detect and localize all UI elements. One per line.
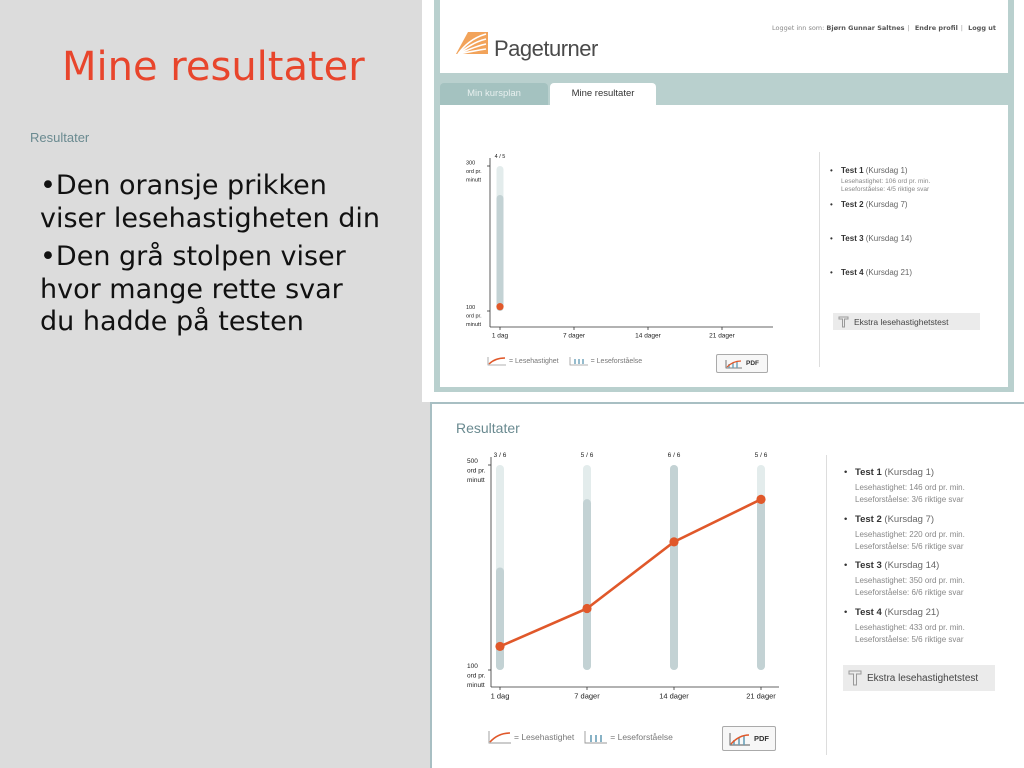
edit-profile-link[interactable]: Endre profil bbox=[914, 24, 958, 32]
y-bottom-label: ord pr. bbox=[467, 672, 486, 680]
speed-point bbox=[669, 537, 678, 546]
score-label: 4 / 5 bbox=[494, 154, 506, 160]
speed-point bbox=[495, 642, 504, 651]
speed-line bbox=[500, 499, 761, 646]
test-comprehension: Leseforståelse: 4/5 riktige svar bbox=[841, 186, 930, 193]
pdf-label: PDF bbox=[754, 734, 769, 743]
slide-bullets bbox=[40, 170, 385, 345]
divider bbox=[819, 152, 820, 367]
x-tick-label: 21 dager bbox=[709, 332, 735, 340]
speed-point bbox=[582, 604, 591, 613]
test-day: (Kursdag 21) bbox=[884, 606, 940, 618]
extra-speed-test-label: Ekstra lesehastighetstest bbox=[854, 316, 949, 327]
test-item-1[interactable] bbox=[844, 467, 965, 514]
test-day: (Kursdag 21) bbox=[865, 268, 913, 277]
test-item-4[interactable] bbox=[844, 607, 965, 654]
pdf-chart-icon bbox=[729, 732, 751, 746]
results-chart-bottom bbox=[455, 445, 795, 710]
speed-point bbox=[756, 495, 765, 504]
extra-speed-test-label: Ekstra lesehastighetstest bbox=[867, 672, 979, 684]
test-day: (Kursdag 14) bbox=[884, 560, 940, 571]
logged-in-label: Logget inn som: bbox=[771, 24, 825, 32]
y-bottom-label: ord pr. bbox=[466, 313, 482, 320]
user-name: Bjørn Gunnar Saltnes bbox=[826, 24, 905, 32]
y-top-label: minutt bbox=[466, 177, 481, 184]
chart-axes bbox=[487, 158, 773, 330]
tab-mine-resultater[interactable]: Mine resultater bbox=[550, 83, 656, 105]
results-title: Resultater bbox=[456, 420, 520, 436]
test-name: Test 1 bbox=[855, 467, 882, 478]
x-tick-label: 14 dager bbox=[635, 332, 661, 340]
extra-speed-test-button[interactable] bbox=[843, 665, 995, 691]
bullet-1: •Den oransje prikken viser lesehastigheten din bbox=[40, 170, 380, 234]
comprehension-bar bbox=[670, 465, 678, 670]
y-top-label: minutt bbox=[467, 477, 485, 485]
speed-point bbox=[496, 303, 503, 310]
pdf-chart-icon bbox=[725, 359, 743, 369]
t-icon bbox=[848, 670, 862, 686]
y-top-label: 500 bbox=[467, 458, 478, 466]
comprehension-legend-icon bbox=[584, 730, 608, 744]
results-chart-top bbox=[455, 148, 785, 348]
chart-legend bbox=[487, 356, 652, 366]
slide-title: Mine resultater bbox=[62, 44, 365, 90]
t-icon bbox=[838, 316, 849, 328]
x-tick-label: 21 dager bbox=[746, 691, 776, 701]
test-speed: Lesehastighet: 106 ord pr. min. bbox=[841, 178, 931, 185]
test-day: (Kursdag 7) bbox=[884, 513, 935, 525]
test-comprehension: Leseforståelse: 6/6 riktige svar bbox=[855, 588, 964, 597]
test-name: Test 2 bbox=[855, 513, 882, 525]
y-bottom-label: 100 bbox=[466, 305, 476, 311]
test-name: Test 1 bbox=[841, 166, 864, 175]
x-tick-label: 1 dag bbox=[491, 332, 509, 340]
login-info: Logget inn som: Bjørn Gunnar Saltnes | Endre profil | Logg ut bbox=[771, 24, 996, 32]
test-comprehension: Leseforståelse: 5/6 riktige svar bbox=[855, 634, 964, 644]
test-name: Test 2 bbox=[841, 200, 864, 209]
speed-legend-icon bbox=[487, 356, 507, 366]
test-day: (Kursdag 14) bbox=[865, 234, 913, 243]
comprehension-bar bbox=[583, 499, 591, 670]
app-header bbox=[440, 0, 1008, 73]
pdf-button[interactable] bbox=[722, 726, 776, 751]
speed-legend-label: = Lesehastighet bbox=[514, 732, 575, 742]
test-comprehension: Leseforståelse: 3/6 riktige svar bbox=[855, 495, 964, 504]
test-item-2[interactable] bbox=[844, 514, 965, 561]
divider bbox=[826, 455, 827, 755]
logout-link[interactable]: Logg ut bbox=[968, 24, 996, 32]
test-item-3[interactable] bbox=[844, 560, 965, 607]
y-top-label: 300 bbox=[466, 160, 476, 167]
comprehension-legend-icon bbox=[569, 356, 589, 366]
y-bottom-label: 100 bbox=[467, 663, 478, 670]
comprehension-bar bbox=[496, 568, 504, 671]
comprehension-legend-label: = Leseforståelse bbox=[590, 357, 643, 365]
x-tick-label: 7 dager bbox=[562, 332, 586, 340]
test-name: Test 4 bbox=[841, 268, 864, 277]
y-bottom-label: minutt bbox=[467, 682, 485, 689]
bullet-2: •Den grå stolpen viser hvor mange rette svar du hadde på testen bbox=[40, 241, 346, 337]
test-speed: Lesehastighet: 350 ord pr. min. bbox=[855, 576, 965, 585]
speed-legend-label: = Lesehastighet bbox=[509, 357, 559, 365]
y-top-label: ord pr. bbox=[466, 168, 482, 175]
y-bottom-label: minutt bbox=[466, 322, 481, 328]
x-tick-label: 14 dager bbox=[659, 691, 689, 701]
test-day: (Kursdag 1) bbox=[865, 166, 908, 175]
test-day: (Kursdag 7) bbox=[865, 200, 908, 209]
test-name: Test 3 bbox=[841, 234, 864, 243]
test-speed: Lesehastighet: 433 ord pr. min. bbox=[855, 622, 965, 632]
pageturner-logo-icon bbox=[454, 30, 490, 56]
test-item-3[interactable] bbox=[830, 234, 930, 268]
logo-text[interactable]: Pageturner bbox=[494, 36, 598, 61]
y-top-label: ord pr. bbox=[467, 467, 486, 475]
x-tick-label: 1 dag bbox=[490, 691, 510, 701]
score-label: 3 / 6 bbox=[493, 452, 507, 459]
score-label: 5 / 6 bbox=[580, 452, 594, 459]
results-title: Resultater bbox=[30, 130, 90, 145]
test-item-4[interactable] bbox=[830, 268, 930, 302]
test-day: (Kursdag 1) bbox=[884, 467, 935, 478]
test-list-top bbox=[830, 166, 930, 302]
test-speed: Lesehastighet: 146 ord pr. min. bbox=[855, 483, 965, 492]
test-item-2[interactable] bbox=[830, 200, 930, 234]
test-speed: Lesehastighet: 220 ord pr. min. bbox=[855, 529, 965, 539]
pdf-label: PDF bbox=[746, 360, 759, 367]
extra-speed-test-button[interactable] bbox=[833, 313, 980, 330]
speed-legend-icon bbox=[488, 730, 512, 744]
comprehension-legend-label: = Leseforståelse bbox=[610, 732, 673, 742]
score-label: 6 / 6 bbox=[667, 452, 681, 459]
x-tick-label: 7 dager bbox=[574, 691, 600, 701]
test-list-bottom bbox=[844, 467, 965, 653]
score-label: 5 / 6 bbox=[754, 452, 768, 459]
tab-min-kursplan[interactable]: Min kursplan bbox=[440, 83, 548, 105]
test-item-1[interactable] bbox=[830, 166, 930, 200]
comprehension-bar bbox=[497, 195, 504, 311]
comprehension-bar bbox=[757, 499, 765, 670]
test-comprehension: Leseforståelse: 5/6 riktige svar bbox=[855, 541, 964, 551]
test-name: Test 3 bbox=[855, 560, 882, 571]
test-name: Test 4 bbox=[855, 606, 882, 618]
chart-legend bbox=[488, 730, 683, 744]
pdf-button[interactable] bbox=[716, 354, 768, 373]
